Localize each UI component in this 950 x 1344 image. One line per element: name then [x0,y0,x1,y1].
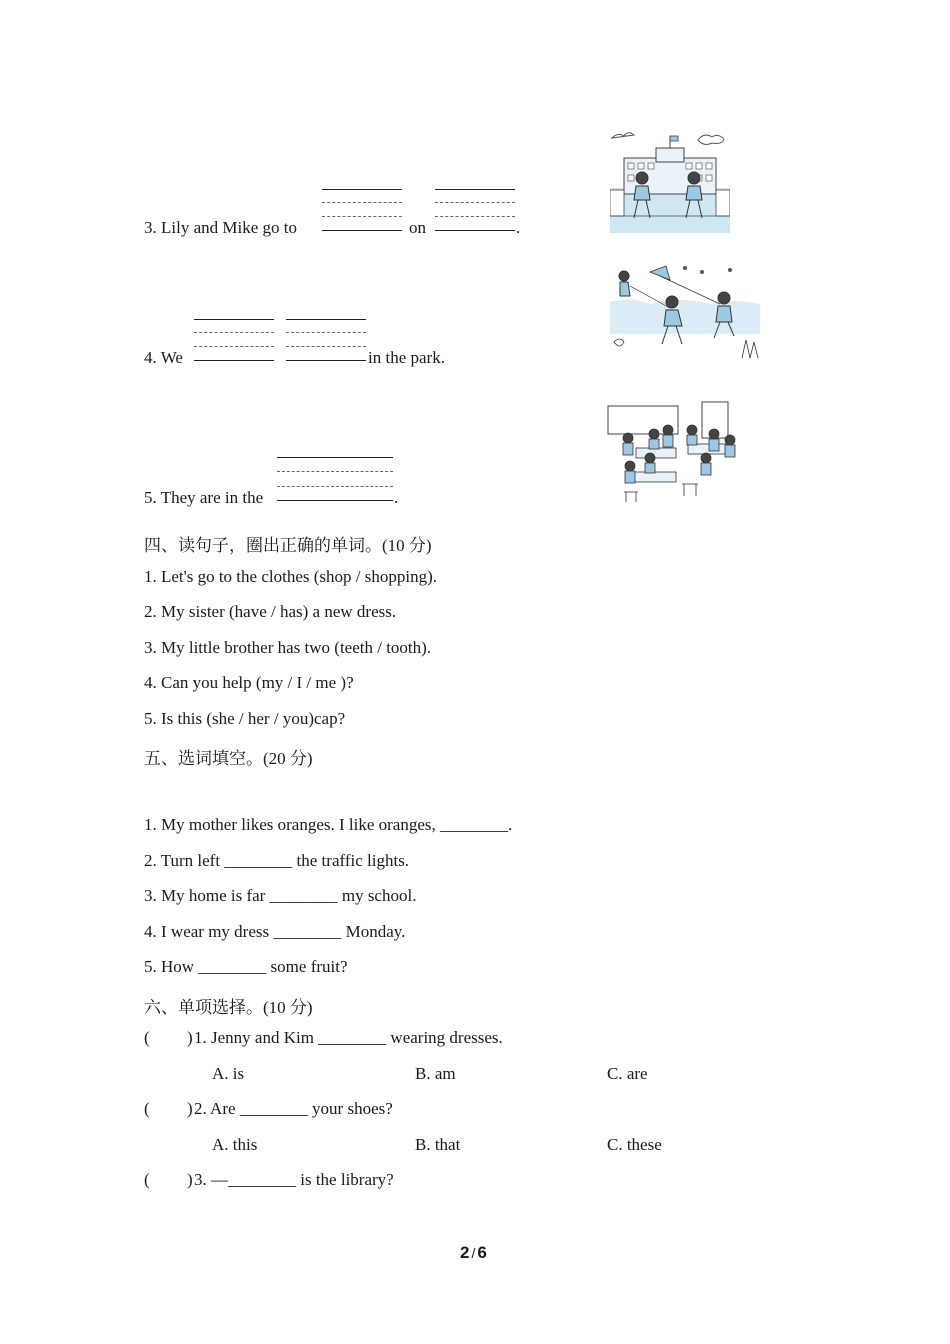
q6-1-stem: 1. Jenny and Kim ________ wearing dresses. [194,1028,503,1047]
section4-item-4: 4. Can you help (my / I / me )? [144,673,354,692]
school-illustration [610,130,730,235]
section5-item-5: 5. How ________ some fruit? [144,957,348,976]
q6-2-stem: 2. Are ________ your shoes? [194,1099,393,1118]
q6-1-option-c[interactable]: C. are [607,1064,648,1083]
page-total: 6 [477,1243,487,1262]
q6-2-close-bracket: ) [187,1099,193,1118]
q6-2-option-c[interactable]: C. these [607,1135,662,1154]
q6-1-option-a[interactable]: A. is [212,1064,245,1083]
q6-1-option-b[interactable]: B. am [415,1064,456,1083]
page-number [460,1243,487,1263]
section4-title: 四、读句子，圈出正确的单词。(10 分) [144,536,432,555]
q5-answer-blank[interactable] [277,457,393,501]
q6-3-stem: 3. —________ is the library? [194,1170,394,1189]
section5-item-2: 2. Turn left ________ the traffic lights. [144,851,410,870]
section5-item-3: 3. My home is far ________ my school. [144,886,417,905]
q4-suffix: in the park. [368,348,445,367]
section6-title: 六、单项选择。(10 分) [144,998,313,1017]
q6-3-open-bracket[interactable]: ( [144,1170,150,1189]
q4-answer-blank-1[interactable] [194,319,274,361]
q4-prefix: 4. We [144,348,183,367]
q3-mid: on [409,218,426,237]
q5-suffix: . [394,488,399,507]
q3-prefix: 3. Lily and Mike go to [144,218,297,237]
q3-answer-blank-1[interactable] [322,189,402,231]
q6-3-close-bracket: ) [187,1170,193,1189]
q6-2-open-bracket[interactable]: ( [144,1099,150,1118]
q6-2-option-a[interactable]: A. this [212,1135,258,1154]
page-current: 2 [460,1243,470,1262]
q6-1-close-bracket: ) [187,1028,193,1047]
q5-prefix: 5. They are in the [144,488,264,507]
q6-2-option-b[interactable]: B. that [415,1135,461,1154]
classroom-illustration [606,400,742,504]
section5-item-1: 1. My mother likes oranges. I like oranges, ________. [144,815,513,834]
q6-1-open-bracket[interactable]: ( [144,1028,150,1047]
q3-answer-blank-2[interactable] [435,189,515,231]
kite-flying-illustration [610,262,760,360]
page-separator: / [471,1245,476,1261]
section4-item-2: 2. My sister (have / has) a new dress. [144,602,397,621]
section4-item-5: 5. Is this (she / her / you)cap? [144,709,346,728]
section4-item-3: 3. My little brother has two (teeth / tooth). [144,638,432,657]
q3-line [144,218,297,238]
section5-title: 五、选词填空。(20 分) [144,749,313,768]
section5-item-4: 4. I wear my dress ________ Monday. [144,922,406,941]
q4-answer-blank-2[interactable] [286,319,366,361]
section4-item-1: 1. Let's go to the clothes (shop / shopping). [144,567,437,586]
q3-suffix: . [516,218,521,237]
